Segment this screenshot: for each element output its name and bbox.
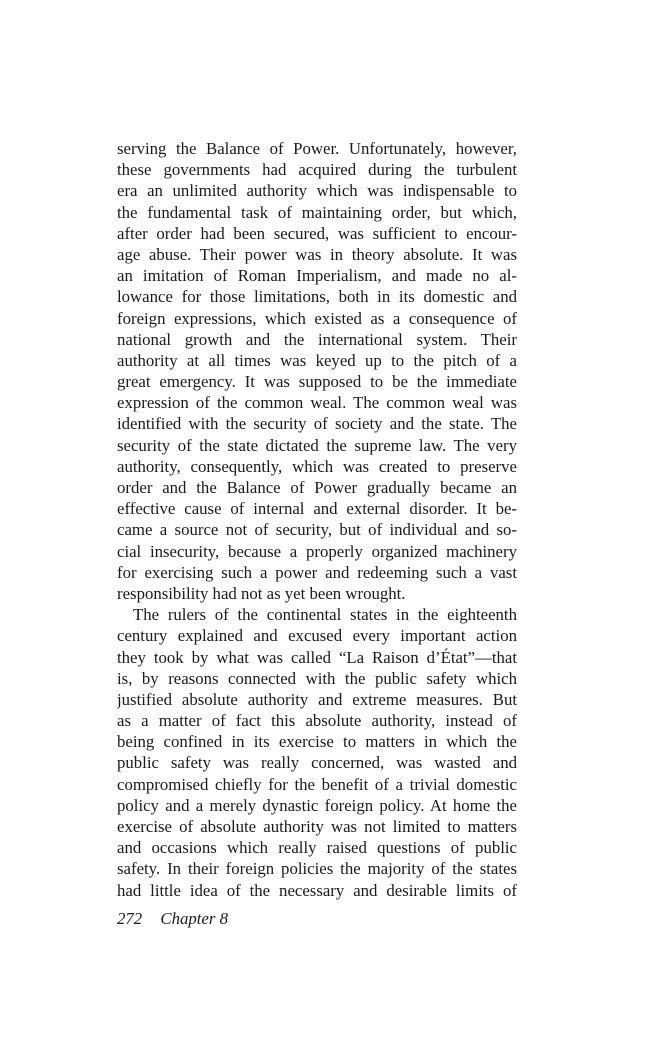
text-line: as a matter of fact this absolute authority, instead of (117, 711, 517, 731)
text-line: identified with the security of society and the state. The (117, 414, 517, 434)
text-line: age abuse. Their power was in theory absolute. It was (117, 244, 517, 264)
text-line: the fundamental task of maintaining order, but which, (117, 202, 517, 222)
text-line: security of the state dictated the supreme law. The very (117, 435, 517, 455)
page-number: 272 (117, 909, 143, 928)
paragraph-start-line: The rulers of the continental states in the eighteenth (133, 605, 517, 625)
text-line: era an unlimited authority which was indispensable to (117, 181, 517, 201)
text-line: authority at all times was keyed up to the pitch of a (117, 350, 517, 370)
body-text (117, 138, 517, 901)
text-line: foreign expressions, which existed as a consequence of (117, 308, 517, 328)
text-line: had little idea of the necessary and desirable limits of (117, 880, 517, 900)
text-line: great emergency. It was supposed to be the immediate (117, 372, 517, 392)
text-line: being confined in its exercise to matters in which the (117, 732, 517, 752)
text-line: order and the Balance of Power gradually became an (117, 478, 517, 497)
text-line: they took by what was called “La Raison d’État”—that (117, 647, 517, 667)
text-line: safety. In their foreign policies the majority of the states (117, 859, 517, 879)
text-line: an imitation of Roman Imperialism, and made no al- (117, 266, 517, 286)
text-line: public safety was really concerned, was wasted and (117, 753, 517, 773)
page-footer (117, 909, 228, 929)
text-line: policy and a merely dynastic foreign policy. At home the (117, 795, 517, 815)
text-line: after order had been secured, was sufficient to encour- (117, 223, 517, 243)
text-line: is, by reasons connected with the public safety which (117, 668, 517, 688)
text-line: and occasions which really raised questions of public (117, 838, 517, 858)
text-line: justified absolute authority and extreme measures. But (117, 689, 517, 709)
text-line: compromised chiefly for the benefit of a trivial domestic (117, 774, 517, 794)
text-line: century explained and excused every important action (117, 626, 517, 646)
text-line: for exercising such a power and redeeming such a vast (117, 562, 517, 582)
text-line: authority, consequently, which was created to preserve (117, 456, 517, 476)
text-line: came a source not of security, but of individual and so- (117, 520, 517, 540)
text-line: effective cause of internal and external disorder. It be- (117, 499, 517, 519)
text-line: exercise of absolute authority was not limited to matters (117, 817, 517, 836)
paragraph-end-line: responsibility had not as yet been wrought. (117, 583, 406, 603)
chapter-label: Chapter 8 (160, 909, 228, 928)
text-line: serving the Balance of Power. Unfortunately, however, (117, 139, 517, 158)
text-line: expression of the common weal. The common weal was (117, 393, 517, 413)
text-line: cial insecurity, because a properly organized machinery (117, 541, 517, 561)
text-line: national growth and the international system. Their (117, 329, 517, 349)
text-line: lowance for those limitations, both in its domestic and (117, 287, 517, 307)
text-line: these governments had acquired during the turbulent (117, 160, 517, 180)
